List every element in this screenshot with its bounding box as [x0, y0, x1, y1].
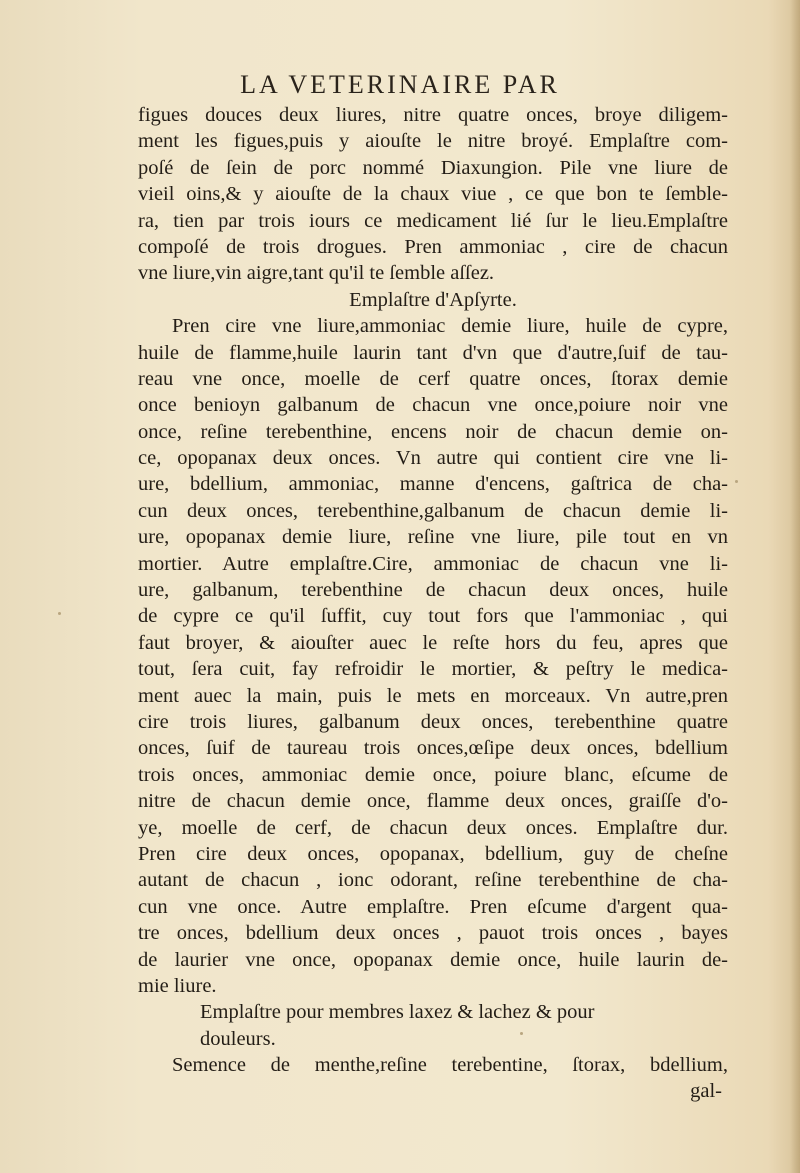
paper-speck: [520, 1032, 523, 1035]
text-line: ure, bdellium, ammoniac, manne d'encens, gaſtrica de cha-: [138, 473, 728, 496]
text-line: figues douces deux liures, nitre quatre onces, broye diligem-: [138, 104, 728, 126]
text-line: vne liure,vin aigre,tant qu'il te ſemble aſſez.: [138, 262, 495, 285]
text-line: cire trois liures, galbanum deux onces, terebenthine quatre: [138, 710, 728, 733]
text-line: onces, ſuif de taureau trois onces,œſipe deux onces, bdellium: [138, 737, 728, 760]
text-line: Pren cire vne liure,ammoniac demie liure, huile de cypre,: [172, 315, 728, 338]
text-line: poſé de ſein de porc nommé Diaxungion. Pile vne liure de: [138, 156, 728, 179]
text-line: ye, moelle de cerf, de chacun deux onces. Emplaſtre dur.: [138, 816, 728, 839]
paper-speck: [58, 612, 61, 615]
text-line: douleurs.: [200, 1027, 276, 1050]
text-line: mie liure.: [138, 974, 217, 997]
text-line: ce, opopanax deux onces. Vn autre qui contient cire vne li-: [138, 447, 728, 470]
text-line: gal-: [690, 1080, 722, 1103]
text-line: cun vne once. Autre emplaſtre. Pren eſcume d'argent qua-: [138, 895, 728, 918]
text-line: once benioyn galbanum de chacun vne once,poiure noir vne: [138, 394, 728, 417]
text-line: vieil oins,& y aiouſte de la chaux viue , ce que bon te ſemble-: [138, 183, 728, 206]
text-line: once, reſine terebenthine, encens noir de chacun demie on-: [138, 420, 728, 443]
text-line: Pren cire deux onces, opopanax, bdellium, guy de cheſne: [138, 842, 728, 865]
text-line: reau vne once, moelle de cerf quatre onces, ſtorax demie: [138, 367, 728, 390]
text-line: nitre de chacun demie once, flamme deux onces, graiſſe d'o-: [138, 790, 728, 813]
text-line: ment auec la main, puis le mets en morceaux. Vn autre,pren: [138, 684, 728, 707]
text-line: ra, tien par trois iours ce medicament lié ſur le lieu.Emplaſtre: [138, 209, 728, 232]
page-edge-shadow: [790, 0, 800, 1173]
paper-speck: [735, 480, 738, 483]
text-line: tout, ſera cuit, fay refroidir le mortier, & peſtry le medica-: [138, 658, 728, 681]
text-line: huile de flamme,huile laurin tant d'vn que d'autre,ſuif de tau-: [138, 341, 728, 364]
text-line: ment les figues,puis y aiouſte le nitre broyé. Emplaſtre com-: [138, 130, 728, 153]
text-line: tre onces, bdellium deux onces , pauot trois onces , bayes: [138, 922, 728, 945]
text-line: trois onces, ammoniac demie once, poiure blanc, eſcume de: [138, 763, 728, 786]
text-line: faut broyer, & aiouſter auec le reſte hors du feu, apres que: [138, 631, 728, 654]
text-line: compoſé de trois drogues. Pren ammoniac , cire de chacun: [138, 235, 728, 258]
text-line: mortier. Autre emplaſtre.Cire, ammoniac de chacun vne li-: [138, 552, 728, 575]
text-line: Semence de menthe,reſine terebentine, ſtorax, bdellium,: [172, 1054, 728, 1077]
text-line: Emplaſtre pour membres laxez & lachez & pour: [200, 1001, 595, 1024]
body-text: [138, 102, 728, 1105]
text-line: autant de chacun , ionc odorant, reſine terebenthine de cha-: [138, 869, 728, 892]
text-line: ure, galbanum, terebenthine de chacun deux onces, huile: [138, 579, 728, 602]
text-line: de cypre ce qu'il ſuffit, cuy tout fors que l'ammoniac , qui: [138, 605, 728, 628]
text-line: Emplaſtre d'Apſyrte.: [349, 288, 517, 311]
text-line: de laurier vne once, opopanax demie once, huile laurin de-: [138, 948, 728, 971]
text-line: cun deux onces, terebenthine,galbanum de chacun demie li-: [138, 499, 728, 522]
running-head: LA VETERINAIRE PAR: [240, 70, 560, 99]
text-line: ure, opopanax demie liure, reſine vne liure, pile tout en vn: [138, 526, 728, 549]
